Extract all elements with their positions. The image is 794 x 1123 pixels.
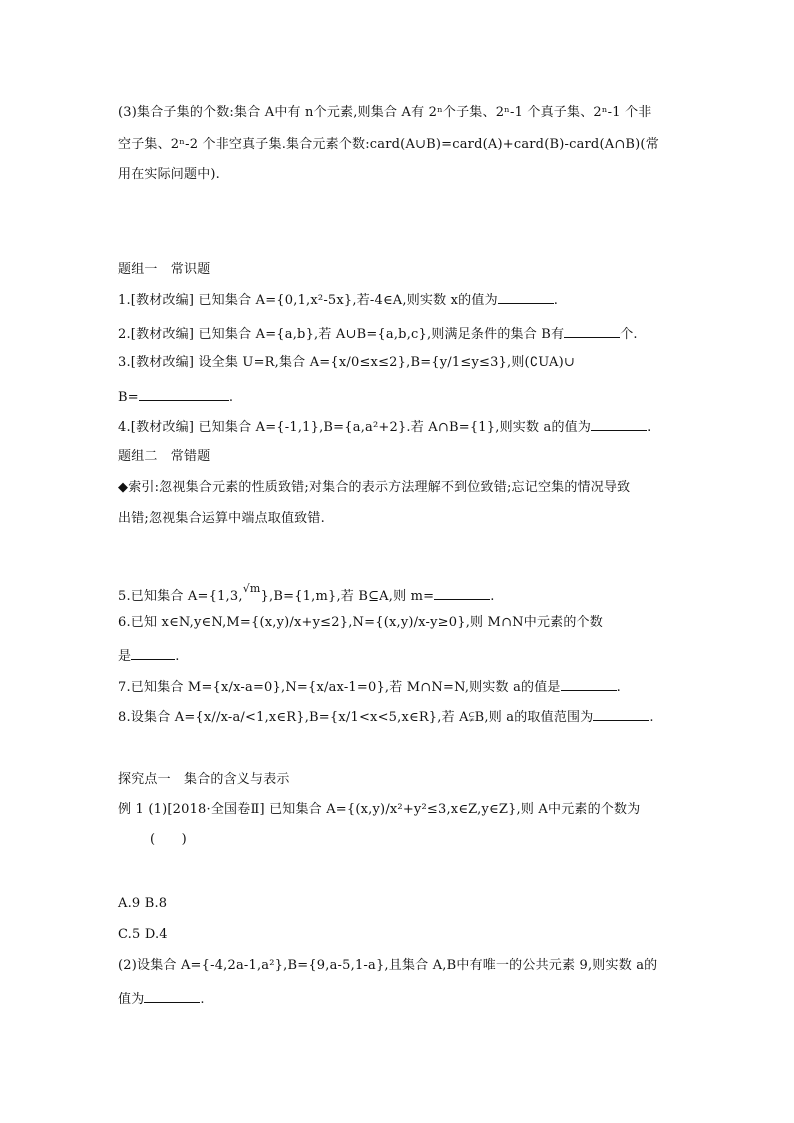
question-2-text: 2.[教材改编] 已知集合 A={a,b},若 A∪B={a,b,c},则满足条件的集合 B有 (118, 327, 565, 342)
period: . (616, 680, 621, 695)
group1-title: 题组一 常识题 (118, 262, 211, 277)
group2-note-line-2: 出错;忽视集合运算中端点取值致错. (118, 511, 325, 526)
answer-blank-4[interactable] (591, 417, 647, 431)
period: . (228, 390, 234, 405)
answer-blank-7[interactable] (561, 677, 617, 691)
question-2 (118, 324, 638, 344)
example-1-part-2-line-1: (2)设集合 A={-4,2a-1,a²},B={9,a-5,1-a},且集合 A,B中有唯一的公共元素 9,则实数 a的 (118, 958, 658, 973)
answer-blank-3[interactable] (139, 387, 229, 401)
question-6-prefix: 是 (118, 649, 132, 664)
question-4-text: 4.[教材改编] 已知集合 A={-1,1},B={a,a²+2}.若 A∩B={1},则实数 a的值为 (118, 420, 592, 435)
question-3-line-1: 3.[教材改编] 设全集 U=R,集合 A={x/0≤x≤2},B={y/1≤y≤3},则(∁UA)∪ (118, 355, 576, 370)
period: . (647, 420, 652, 435)
question-3-line-2 (118, 387, 233, 407)
answer-blank-2[interactable] (564, 324, 620, 338)
intro-line-3: 用在实际问题中). (118, 167, 221, 182)
question-5 (118, 582, 495, 606)
intro-line-2: 空子集、2ⁿ-2 个非空真子集.集合元素个数:card(A∪B)=card(A)+card(B)-card(A∩B)(常 (118, 137, 659, 152)
question-3-prefix: B= (118, 390, 139, 405)
question-2-suffix: 个. (620, 327, 638, 342)
question-1-text: 1.[教材改编] 已知集合 A={0,1,x²-5x},若-4∈A,则实数 x的值为 (118, 293, 498, 308)
example-1-part-2-line-2 (118, 989, 205, 1009)
answer-blank-1[interactable] (498, 290, 554, 304)
question-1 (118, 290, 558, 310)
explore-title: 探究点一 集合的含义与表示 (118, 772, 290, 787)
options-ab: A.9 B.8 (118, 896, 168, 911)
answer-blank-5[interactable] (434, 586, 490, 600)
question-7 (118, 677, 621, 697)
group2-title: 题组二 常错题 (118, 449, 211, 464)
period: . (649, 710, 654, 725)
question-4 (118, 417, 651, 437)
sqrt-m: √m (242, 582, 261, 595)
question-6-line-1: 6.已知 x∈N,y∈N,M={(x,y)/x+y≤2},N={(x,y)/x-y≥0},则 M∩N中元素的个数 (118, 615, 603, 630)
group2-note-line-1: ◆索引:忽视集合元素的性质致错;对集合的表示方法理解不到位致错;忘记空集的情况导致 (118, 480, 631, 495)
answer-blank-9[interactable] (144, 989, 200, 1003)
example-1-part-2-prefix: 值为 (118, 992, 145, 1007)
period: . (175, 649, 180, 664)
question-8 (118, 707, 654, 727)
answer-blank-6[interactable] (131, 646, 175, 660)
period: . (200, 992, 205, 1007)
options-cd: C.5 D.4 (118, 927, 168, 942)
question-5-text-a: 5.已知集合 A={1,3, (118, 589, 243, 604)
question-5-text-b: },B={1,m},若 B⊆A,则 m= (260, 589, 435, 604)
answer-paren: ( ) (150, 832, 187, 847)
question-6-line-2 (118, 646, 180, 666)
question-7-text: 7.已知集合 M={x/x-a=0},N={x/ax-1=0},若 M∩N=N,则实数 a的值是 (118, 680, 561, 695)
period: . (553, 293, 559, 308)
answer-blank-8[interactable] (593, 707, 649, 721)
intro-line-1: (3)集合子集的个数:集合 A中有 n个元素,则集合 A有 2ⁿ个子集、2ⁿ-1 个真子集、2ⁿ-1 个非 (118, 105, 652, 120)
question-8-text: 8.设集合 A={x//x-a/<1,x∈R},B={x/1<x<5,x∈R},若 A⫋B,则 a的取值范围为 (118, 710, 594, 725)
period: . (490, 589, 495, 604)
example-1-line-1: 例 1 (1)[2018·全国卷Ⅱ] 已知集合 A={(x,y)/x²+y²≤3,x∈Z,y∈Z},则 A中元素的个数为 (118, 802, 641, 817)
